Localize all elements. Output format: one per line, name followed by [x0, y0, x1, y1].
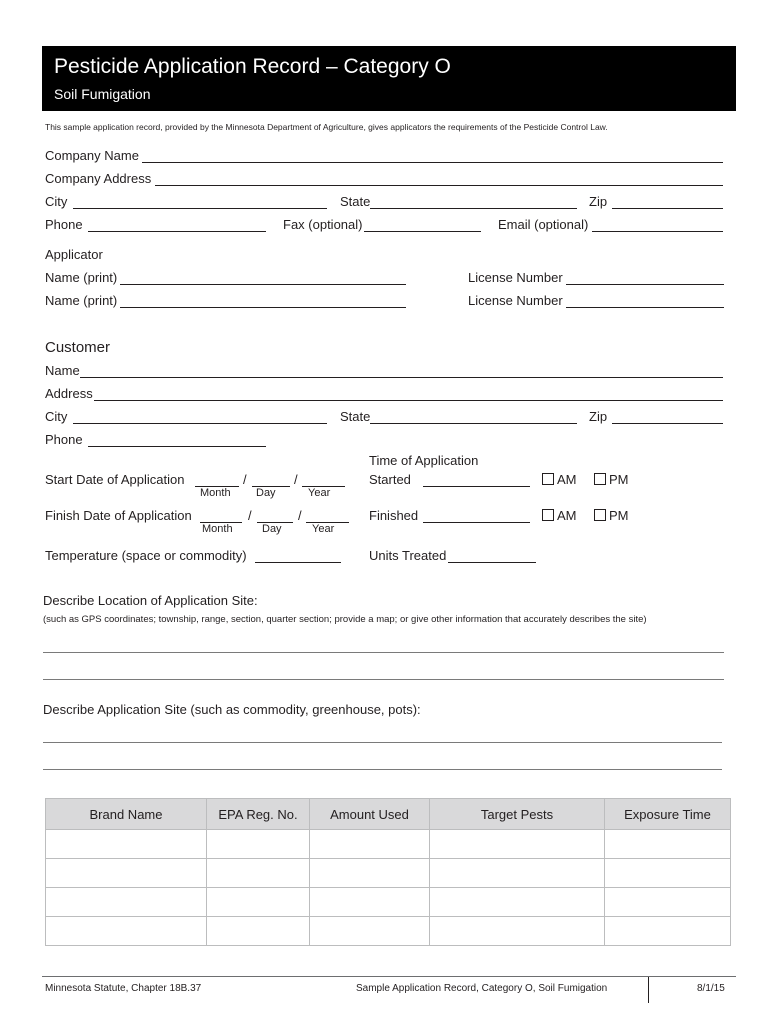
applicator-name-field-1[interactable] — [120, 284, 406, 285]
company-name-label: Company Name — [45, 148, 139, 163]
customer-zip-label: Zip — [589, 409, 608, 424]
checkbox-icon[interactable] — [542, 509, 554, 521]
table-header-row — [46, 799, 731, 830]
footer-date: 8/1/15 — [697, 983, 725, 994]
company-phone-field[interactable] — [88, 231, 266, 232]
page-subtitle: Soil Fumigation — [54, 86, 151, 102]
started-pm-option[interactable] — [594, 472, 629, 487]
customer-name-field[interactable] — [80, 377, 723, 378]
table-cell[interactable] — [605, 859, 731, 888]
company-fax-label: Fax (optional) — [283, 217, 363, 232]
column-header-brand-name: Brand Name — [46, 799, 207, 830]
table-row — [46, 917, 731, 946]
company-state-field[interactable] — [370, 208, 577, 209]
am-label: AM — [557, 508, 577, 523]
customer-name-label: Name — [45, 363, 80, 378]
start-day-caption: Day — [256, 487, 276, 499]
table-cell[interactable] — [46, 859, 207, 888]
page-title: Pesticide Application Record – Category O — [54, 55, 451, 78]
company-state-label: State — [340, 194, 371, 209]
table-cell[interactable] — [430, 830, 605, 859]
customer-phone-label: Phone — [45, 432, 83, 447]
customer-city-field[interactable] — [73, 423, 327, 424]
company-city-label: City — [45, 194, 68, 209]
start-slash-2: / — [294, 472, 298, 487]
site-line-1[interactable] — [43, 742, 722, 743]
started-am-option[interactable] — [542, 472, 577, 487]
checkbox-icon[interactable] — [594, 509, 606, 521]
table-cell[interactable] — [430, 859, 605, 888]
product-table — [45, 798, 731, 946]
footer-divider — [42, 976, 736, 977]
table-cell[interactable] — [605, 888, 731, 917]
table-cell[interactable] — [207, 859, 310, 888]
finish-slash-1: / — [248, 508, 252, 523]
footer-separator — [648, 977, 649, 1003]
table-row — [46, 830, 731, 859]
customer-address-label: Address — [45, 386, 93, 401]
checkbox-icon[interactable] — [594, 473, 606, 485]
company-address-field[interactable] — [155, 185, 723, 186]
units-treated-field[interactable] — [448, 562, 536, 563]
finish-date-label: Finish Date of Application — [45, 508, 192, 523]
location-heading: Describe Location of Application Site: — [43, 593, 258, 608]
company-city-field[interactable] — [73, 208, 327, 209]
company-zip-label: Zip — [589, 194, 608, 209]
pm-label: PM — [609, 472, 629, 487]
start-month-caption: Month — [200, 487, 231, 499]
table-cell[interactable] — [46, 830, 207, 859]
location-line-2[interactable] — [43, 679, 724, 680]
time-of-application-heading: Time of Application — [369, 453, 479, 468]
customer-phone-field[interactable] — [88, 446, 266, 447]
table-cell[interactable] — [430, 917, 605, 946]
started-time-field[interactable] — [423, 486, 530, 487]
footer-record-name: Sample Application Record, Category O, Soil Fumigation — [356, 983, 608, 994]
temperature-label: Temperature (space or commodity) — [45, 548, 247, 563]
table-cell[interactable] — [310, 917, 430, 946]
table-row — [46, 888, 731, 917]
location-hint: (such as GPS coordinates; township, range, section, quarter section; provide a map; or give other information that accurately describes the site) — [43, 614, 647, 625]
pm-label: PM — [609, 508, 629, 523]
column-header-target-pests: Target Pests — [430, 799, 605, 830]
customer-city-label: City — [45, 409, 68, 424]
finish-year-caption: Year — [312, 523, 335, 535]
units-treated-label: Units Treated — [369, 548, 447, 563]
location-line-1[interactable] — [43, 652, 724, 653]
table-row — [46, 859, 731, 888]
finished-label: Finished — [369, 508, 419, 523]
finished-am-option[interactable] — [542, 508, 577, 523]
company-name-field[interactable] — [142, 162, 723, 163]
customer-address-field[interactable] — [94, 400, 723, 401]
column-header-epa-reg-no: EPA Reg. No. — [207, 799, 310, 830]
applicator-heading: Applicator — [45, 247, 103, 262]
company-address-label: Company Address — [45, 171, 152, 186]
applicator-name-label-1: Name (print) — [45, 270, 118, 285]
table-cell[interactable] — [605, 917, 731, 946]
table-cell[interactable] — [207, 888, 310, 917]
company-email-field[interactable] — [592, 231, 723, 232]
applicator-name-field-2[interactable] — [120, 307, 406, 308]
company-zip-field[interactable] — [612, 208, 723, 209]
license-number-field-2[interactable] — [566, 307, 724, 308]
site-heading: Describe Application Site (such as commodity, greenhouse, pots): — [43, 702, 421, 717]
temperature-field[interactable] — [255, 562, 341, 563]
start-date-label: Start Date of Application — [45, 472, 185, 487]
am-label: AM — [557, 472, 577, 487]
finished-pm-option[interactable] — [594, 508, 629, 523]
column-header-exposure-time: Exposure Time — [605, 799, 731, 830]
intro-text: This sample application record, provided by the Minnesota Department of Agriculture, gives applicators the requirements of the Pesticide Control Law. — [45, 122, 608, 132]
table-cell[interactable] — [207, 917, 310, 946]
started-label: Started — [369, 472, 411, 487]
license-number-field-1[interactable] — [566, 284, 724, 285]
table-cell[interactable] — [310, 888, 430, 917]
table-cell[interactable] — [430, 888, 605, 917]
customer-state-field[interactable] — [370, 423, 577, 424]
table-cell[interactable] — [310, 830, 430, 859]
company-fax-field[interactable] — [364, 231, 481, 232]
table-cell[interactable] — [605, 830, 731, 859]
checkbox-icon[interactable] — [542, 473, 554, 485]
company-phone-label: Phone — [45, 217, 83, 232]
start-slash-1: / — [243, 472, 247, 487]
finished-time-field[interactable] — [423, 522, 530, 523]
license-number-label-2: License Number — [468, 293, 563, 308]
customer-zip-field[interactable] — [612, 423, 723, 424]
table-cell[interactable] — [46, 917, 207, 946]
table-cell[interactable] — [207, 830, 310, 859]
column-header-amount-used: Amount Used — [310, 799, 430, 830]
license-number-label-1: License Number — [468, 270, 563, 285]
start-year-caption: Year — [308, 487, 331, 499]
customer-heading: Customer — [45, 339, 111, 356]
site-line-2[interactable] — [43, 769, 722, 770]
footer-statute: Minnesota Statute, Chapter 18B.37 — [45, 983, 202, 994]
customer-state-label: State — [340, 409, 371, 424]
header-bar — [42, 46, 736, 111]
finish-day-caption: Day — [262, 523, 282, 535]
finish-month-caption: Month — [202, 523, 233, 535]
company-email-label: Email (optional) — [498, 217, 589, 232]
applicator-name-label-2: Name (print) — [45, 293, 118, 308]
finish-slash-2: / — [298, 508, 302, 523]
table-cell[interactable] — [46, 888, 207, 917]
table-cell[interactable] — [310, 859, 430, 888]
